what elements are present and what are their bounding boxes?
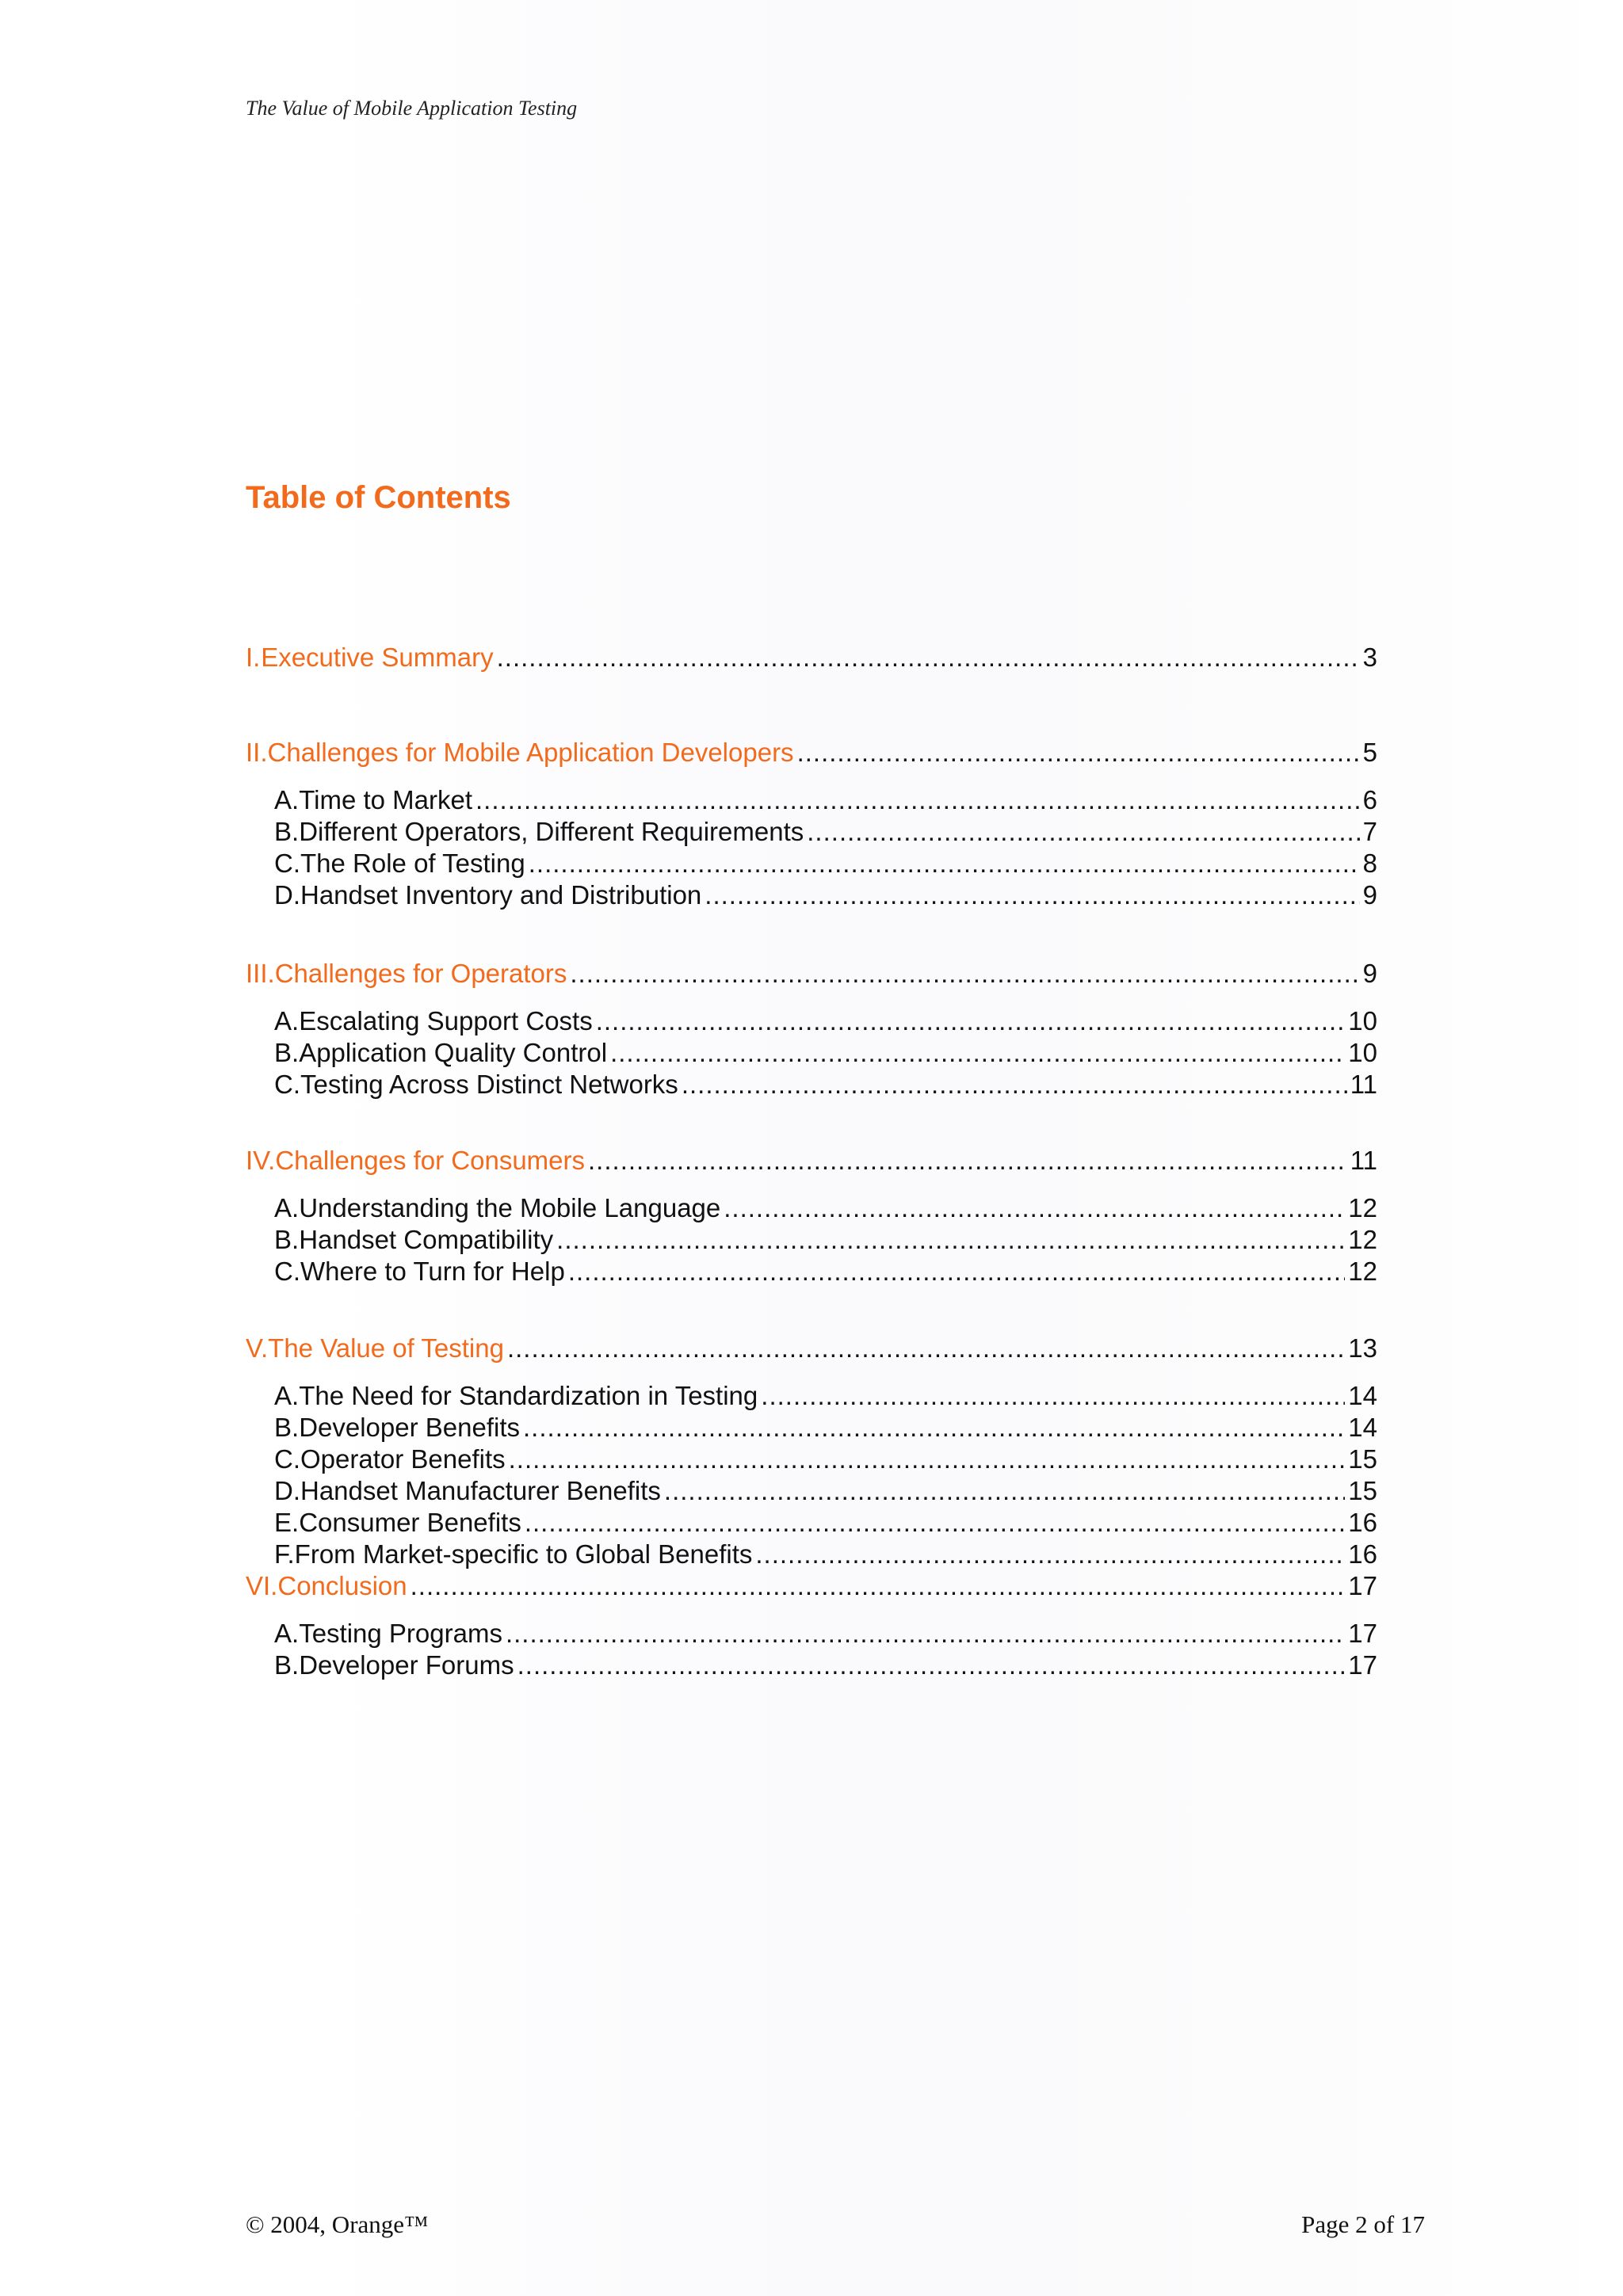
- toc-dot-leader: [797, 737, 1360, 769]
- toc-dot-leader: [761, 1380, 1345, 1412]
- toc-subsection-label: Handset Compatibility: [299, 1225, 554, 1254]
- toc-subsection-label: Application Quality Control: [299, 1038, 608, 1067]
- toc-section-label: Challenges for Consumers: [275, 1146, 586, 1175]
- toc-subsection-entry[interactable]: [246, 1037, 1377, 1069]
- toc-subsection-letter: A.: [274, 1193, 300, 1222]
- toc-section-number: IV.: [246, 1146, 276, 1175]
- toc-dot-leader: [610, 1037, 1345, 1069]
- toc-subsection-entry[interactable]: [246, 1618, 1377, 1650]
- toc-page-number: 14: [1348, 1413, 1377, 1442]
- toc-subsection-letter: C.: [274, 1257, 300, 1286]
- toc-subsection-label: Handset Inventory and Distribution: [300, 880, 702, 910]
- toc-subsection-letter: F.: [274, 1539, 295, 1569]
- toc-section-number: I.: [246, 643, 261, 672]
- toc-section-label: The Value of Testing: [268, 1333, 504, 1363]
- toc-subsection-label: Testing Across Distinct Networks: [300, 1070, 678, 1099]
- toc-page-number: 11: [1350, 1070, 1377, 1099]
- toc-dot-leader: [411, 1570, 1346, 1602]
- toc-subsection-entry[interactable]: [246, 1507, 1377, 1539]
- toc-subsection-entry[interactable]: [246, 1256, 1377, 1287]
- toc-subsection-entry[interactable]: [246, 1069, 1377, 1100]
- toc-subsection-entry[interactable]: [246, 848, 1377, 879]
- toc-subsection-entry[interactable]: [246, 1650, 1377, 1681]
- toc-section-entry[interactable]: [246, 1333, 1377, 1364]
- toc-section-number: V.: [246, 1333, 269, 1363]
- toc-dot-leader: [724, 1192, 1345, 1224]
- toc-dot-leader: [664, 1475, 1345, 1507]
- toc-subsection-label: Testing Programs: [299, 1619, 502, 1648]
- toc-page-number: 12: [1348, 1225, 1377, 1254]
- toc-subsection-letter: B.: [274, 1413, 300, 1442]
- toc-subsection-label: Different Operators, Different Requirements: [299, 817, 804, 846]
- toc-dot-leader: [682, 1069, 1347, 1100]
- toc-section-label: Conclusion: [277, 1571, 407, 1600]
- toc-page-number: 8: [1362, 849, 1377, 878]
- toc-subsection-label: Escalating Support Costs: [299, 1006, 593, 1035]
- toc-page-number: 15: [1348, 1476, 1377, 1505]
- toc-subsection-letter: B.: [274, 817, 300, 846]
- toc-subsection-letter: A.: [274, 1381, 300, 1410]
- toc-page-number: 9: [1362, 959, 1377, 988]
- toc-subsection-entry[interactable]: [246, 816, 1377, 848]
- toc-subsection-letter: C.: [274, 1444, 300, 1474]
- toc-section-number: VI.: [246, 1571, 278, 1600]
- toc-dot-leader: [807, 816, 1359, 848]
- toc-dot-leader: [705, 879, 1359, 911]
- toc-page-number: 17: [1348, 1571, 1377, 1600]
- toc-subsection-letter: B.: [274, 1225, 300, 1254]
- toc-page-number: 17: [1348, 1650, 1377, 1680]
- toc-page-number: 16: [1348, 1539, 1377, 1569]
- toc-section-entry[interactable]: [246, 1145, 1377, 1177]
- toc-section-label: Executive Summary: [261, 643, 494, 672]
- toc-subsection-entry[interactable]: [246, 1005, 1377, 1037]
- toc-subsection-label: Understanding the Mobile Language: [299, 1193, 721, 1222]
- toc-section-label: Challenges for Operators: [274, 959, 567, 988]
- toc-page-number: 12: [1348, 1257, 1377, 1286]
- toc-section-entry[interactable]: [246, 958, 1377, 990]
- toc-dot-leader: [556, 1224, 1345, 1256]
- toc-dot-leader: [570, 958, 1359, 990]
- toc-subsection-label: Time to Market: [299, 785, 473, 814]
- toc-section-number: II.: [246, 738, 268, 767]
- toc-subsection-label: The Need for Standardization in Testing: [299, 1381, 758, 1410]
- toc-page-number: 17: [1348, 1619, 1377, 1648]
- toc-subsection-letter: A.: [274, 1006, 300, 1035]
- toc-subsection-entry[interactable]: [246, 1444, 1377, 1475]
- toc-dot-leader: [507, 1333, 1345, 1364]
- toc-subsection-entry[interactable]: [246, 1192, 1377, 1224]
- toc-subsection-label: Operator Benefits: [300, 1444, 506, 1474]
- footer-page-number: Page 2 of 17: [1301, 2210, 1425, 2238]
- toc-subsection-entry[interactable]: [246, 784, 1377, 816]
- toc-dot-leader: [517, 1650, 1346, 1681]
- toc-section-label: Challenges for Mobile Application Developers: [267, 738, 794, 767]
- toc-subsection-label: From Market-specific to Global Benefits: [294, 1539, 753, 1569]
- toc-subsection-entry[interactable]: [246, 1475, 1377, 1507]
- toc-dot-leader: [475, 784, 1360, 816]
- toc-dot-leader: [588, 1145, 1347, 1177]
- toc-page-number: 3: [1362, 643, 1377, 672]
- toc-dot-leader: [529, 848, 1360, 879]
- toc-subsection-label: Developer Benefits: [299, 1413, 521, 1442]
- toc-subsection-entry[interactable]: [246, 1380, 1377, 1412]
- toc-subsection-letter: C.: [274, 1070, 300, 1099]
- toc-subsection-letter: D.: [274, 880, 300, 910]
- toc-section-entry[interactable]: [246, 1570, 1377, 1602]
- toc-dot-leader: [506, 1618, 1345, 1650]
- toc-subsection-label: Handset Manufacturer Benefits: [300, 1476, 661, 1505]
- toc-page-number: 12: [1348, 1193, 1377, 1222]
- toc-page-number: 5: [1362, 738, 1377, 767]
- toc-subsection-letter: C.: [274, 849, 300, 878]
- toc-subsection-letter: E.: [274, 1508, 300, 1537]
- toc-section-entry[interactable]: [246, 737, 1377, 769]
- toc-subsection-label: Where to Turn for Help: [300, 1257, 565, 1286]
- toc-page-number: 10: [1348, 1038, 1377, 1067]
- toc-section-entry[interactable]: [246, 642, 1377, 673]
- toc-page-number: 9: [1362, 880, 1377, 910]
- toc-subsection-letter: B.: [274, 1038, 300, 1067]
- toc-subsection-entry[interactable]: [246, 1539, 1377, 1570]
- toc-dot-leader: [596, 1005, 1346, 1037]
- toc-dot-leader: [525, 1507, 1345, 1539]
- toc-page-number: 6: [1362, 785, 1377, 814]
- toc-title: Table of Contents: [246, 480, 511, 515]
- toc-subsection-entry[interactable]: [246, 879, 1377, 911]
- toc-dot-leader: [523, 1412, 1345, 1444]
- toc-dot-leader: [755, 1539, 1345, 1570]
- toc-page-number: 11: [1350, 1146, 1377, 1175]
- running-header: The Value of Mobile Application Testing: [246, 97, 578, 120]
- toc-page-number: 15: [1348, 1444, 1377, 1474]
- toc-subsection-letter: B.: [274, 1650, 300, 1680]
- toc-dot-leader: [509, 1444, 1346, 1475]
- toc-subsection-letter: D.: [274, 1476, 300, 1505]
- toc-subsection-letter: A.: [274, 1619, 300, 1648]
- toc-subsection-label: Developer Forums: [299, 1650, 514, 1680]
- toc-subsection-entry[interactable]: [246, 1224, 1377, 1256]
- toc-page-number: 7: [1362, 817, 1377, 846]
- toc-dot-leader: [568, 1256, 1345, 1287]
- toc-subsection-label: Consumer Benefits: [299, 1508, 521, 1537]
- toc-subsection-label: The Role of Testing: [300, 849, 525, 878]
- toc-subsection-letter: A.: [274, 785, 300, 814]
- toc-page-number: 14: [1348, 1381, 1377, 1410]
- footer-copyright: © 2004, Orange™: [246, 2210, 429, 2238]
- toc-page-number: 13: [1348, 1333, 1377, 1363]
- toc-subsection-entry[interactable]: [246, 1412, 1377, 1444]
- toc-page-number: 10: [1348, 1006, 1377, 1035]
- toc-page-number: 16: [1348, 1508, 1377, 1537]
- toc-dot-leader: [497, 642, 1360, 673]
- toc-section-number: III.: [246, 959, 275, 988]
